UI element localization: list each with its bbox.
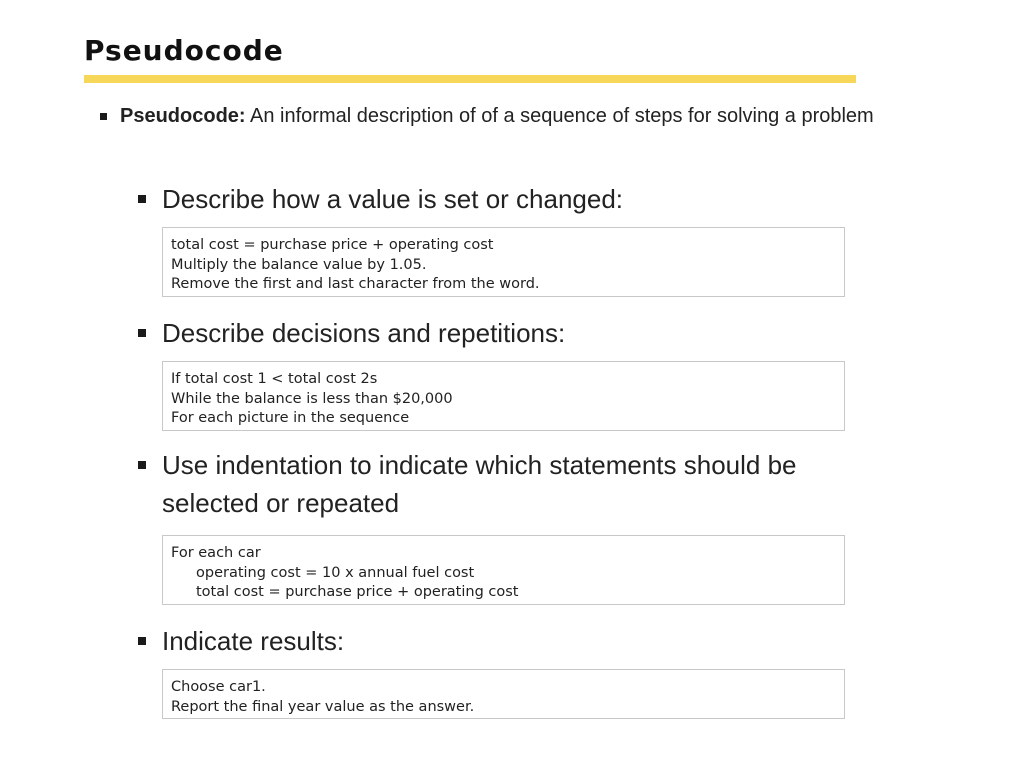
code-line: Choose car1.: [171, 679, 266, 695]
code-line-indented: total cost = purchase price + operating cost: [196, 584, 519, 600]
title-underline: [84, 75, 856, 83]
section-heading-text: Describe decisions and repetitions:: [162, 318, 566, 348]
code-line: Multiply the balance value by 1.05.: [171, 256, 427, 273]
section-heading-decisions: [138, 314, 878, 352]
section-heading-text: Describe how a value is set or changed:: [162, 184, 624, 214]
definition-body: An informal description of of a sequence of steps for solving a problem: [245, 105, 874, 127]
section-heading-set-value: [138, 180, 878, 218]
square-bullet-icon: [138, 195, 146, 203]
code-line: For each car: [171, 545, 261, 561]
definition-term: Pseudocode:: [120, 105, 246, 127]
square-bullet-icon: [138, 637, 146, 645]
code-box-indentation: [162, 535, 845, 605]
square-bullet-icon: [138, 329, 146, 337]
code-line: While the balance is less than $20,000: [171, 390, 453, 407]
slide-title: Pseudocode: [84, 34, 284, 67]
code-line: If total cost 1 < total cost 2s: [171, 371, 378, 387]
section-heading-results: [138, 622, 878, 660]
code-line: Report the final year value as the answer.: [171, 698, 475, 715]
section-heading-indentation: [138, 446, 878, 522]
code-line: Remove the first and last character from the word.: [171, 276, 540, 292]
definition-text: [120, 100, 900, 132]
square-bullet-icon: [100, 113, 107, 120]
code-line: For each picture in the sequence: [171, 410, 410, 426]
code-line-indented: operating cost = 10 x annual fuel cost: [196, 564, 475, 581]
square-bullet-icon: [138, 461, 146, 469]
code-box-decisions: [162, 361, 845, 431]
definition-bullet: [100, 100, 900, 132]
section-heading-text: Indicate results:: [162, 626, 345, 656]
code-line: total cost = purchase price + operating cost: [171, 237, 494, 253]
section-heading-text: Use indentation to indicate which statements should be selected or repeated: [162, 450, 797, 518]
code-box-set-value: [162, 227, 845, 297]
code-box-results: [162, 669, 845, 719]
